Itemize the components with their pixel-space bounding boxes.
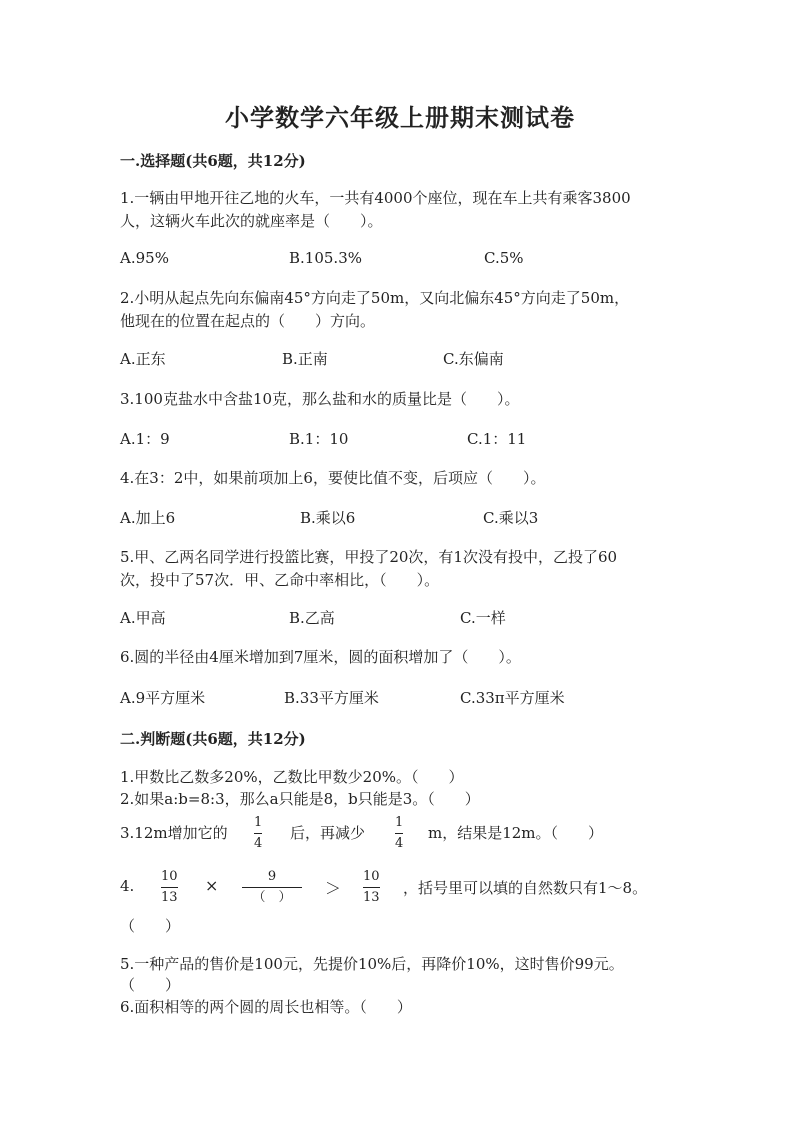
question-6-option-a[interactable]: A.9平方厘米	[120, 689, 206, 707]
fraction-numerator: 1	[254, 815, 263, 830]
judge-question-4-prefix: 4.	[120, 877, 135, 895]
question-6-option-c[interactable]: C.33π平方厘米	[460, 689, 565, 707]
question-5-line-2: 次，投中了57次．甲、乙命中率相比，（ ）。	[120, 571, 440, 589]
question-2-line-1: 2.小明从起点先向东偏南45°方向走了50m，又向北偏东45°方向走了50m，	[120, 289, 630, 307]
judge-question-3-prefix: 3.12m增加它的	[120, 824, 228, 842]
fraction-denominator: 4	[254, 836, 263, 851]
fraction-bar	[363, 887, 380, 888]
fraction-numerator: 10	[363, 869, 380, 884]
judge-question-4-suffix: ，括号里可以填的自然数只有1～8。	[403, 879, 648, 897]
question-2-option-b[interactable]: B.正南	[282, 350, 328, 368]
fraction-numerator: 9	[267, 869, 277, 884]
times-sign: ×	[205, 876, 219, 895]
fraction-bar	[161, 887, 178, 888]
fraction-bar	[254, 833, 262, 834]
question-6-option-b[interactable]: B.33平方厘米	[284, 689, 379, 707]
greater-than-sign: ＞	[325, 879, 342, 898]
question-5-option-a[interactable]: A.甲高	[120, 609, 166, 627]
question-2-option-a[interactable]: A.正东	[120, 350, 166, 368]
question-5-line-1: 5.甲、乙两名同学进行投篮比赛，甲投了20次，有1次没有投中，乙投了60	[120, 548, 618, 566]
question-3-option-a[interactable]: A.1：9	[120, 430, 170, 448]
judge-question-4-answer: （ ）	[120, 917, 181, 935]
question-4-option-b[interactable]: B.乘以6	[300, 509, 356, 527]
judge-question-3-fraction-2	[395, 815, 403, 852]
section-header-choice: 一.选择题(共6题，共12分)	[120, 152, 306, 170]
fraction-numerator: 10	[161, 869, 178, 884]
question-3-option-b[interactable]: B.1：10	[289, 430, 349, 448]
judge-question-6: 6.面积相等的两个圆的周长也相等。（ ）	[120, 998, 412, 1016]
question-6-line-1: 6.圆的半径由4厘米增加到7厘米，圆的面积增加了（ ）。	[120, 648, 521, 666]
fraction-denominator: 13	[161, 890, 178, 905]
question-1-option-b[interactable]: B.105.3%	[289, 249, 362, 267]
fraction-bar	[395, 833, 403, 834]
question-4-option-c[interactable]: C.乘以3	[483, 509, 539, 527]
question-1-line-2: 人，这辆火车此次的就座率是（ ）。	[120, 212, 383, 230]
question-1-option-c[interactable]: C.5%	[484, 249, 524, 267]
question-2-option-c[interactable]: C.东偏南	[443, 350, 504, 368]
judge-question-5-line-2: （ ）	[120, 976, 181, 994]
question-5-option-c[interactable]: C.一样	[460, 609, 506, 627]
judge-question-3-fraction-1	[254, 815, 262, 852]
fraction-denominator: （ ）	[252, 890, 292, 905]
question-1-option-a[interactable]: A.95%	[120, 249, 169, 267]
question-3-option-c[interactable]: C.1：11	[467, 430, 527, 448]
fraction-denominator: 4	[395, 836, 404, 851]
section-header-judgement: 二.判断题(共6题，共12分)	[120, 730, 306, 748]
judge-question-3-suffix: m，结果是12m。（ ）	[428, 824, 604, 842]
judge-question-4-fraction-3	[363, 869, 380, 906]
judge-question-1: 1.甲数比乙数多20%，乙数比甲数少20%。（ ）	[120, 768, 464, 786]
fraction-numerator: 1	[395, 815, 404, 830]
question-5-option-b[interactable]: B.乙高	[289, 609, 335, 627]
fraction-bar	[242, 887, 302, 888]
judge-question-3-middle: 后，再减少	[290, 824, 366, 842]
judge-question-4-fraction-1	[161, 869, 178, 906]
question-4-option-a[interactable]: A.加上6	[120, 509, 176, 527]
page-title: 小学数学六年级上册期末测试卷	[225, 103, 575, 132]
question-1-line-1: 1.一辆由甲地开往乙地的火车，一共有4000个座位，现在车上共有乘客3800	[120, 189, 631, 207]
question-2-line-2: 他现在的位置在起点的（ ）方向。	[120, 312, 376, 330]
question-4-line-1: 4.在3：2中，如果前项加上6，要使比值不变，后项应（ ）。	[120, 469, 546, 487]
judge-question-5-line-1: 5.一种产品的售价是100元，先提价10%后，再降价10%，这时售价99元。	[120, 955, 624, 973]
judge-question-2: 2.如果a:b=8:3，那么a只能是8，b只能是3。（ ）	[120, 790, 480, 808]
fraction-denominator: 13	[363, 890, 380, 905]
question-3-line-1: 3.100克盐水中含盐10克，那么盐和水的质量比是（ ）。	[120, 390, 520, 408]
judge-question-4-fraction-2	[242, 869, 302, 906]
